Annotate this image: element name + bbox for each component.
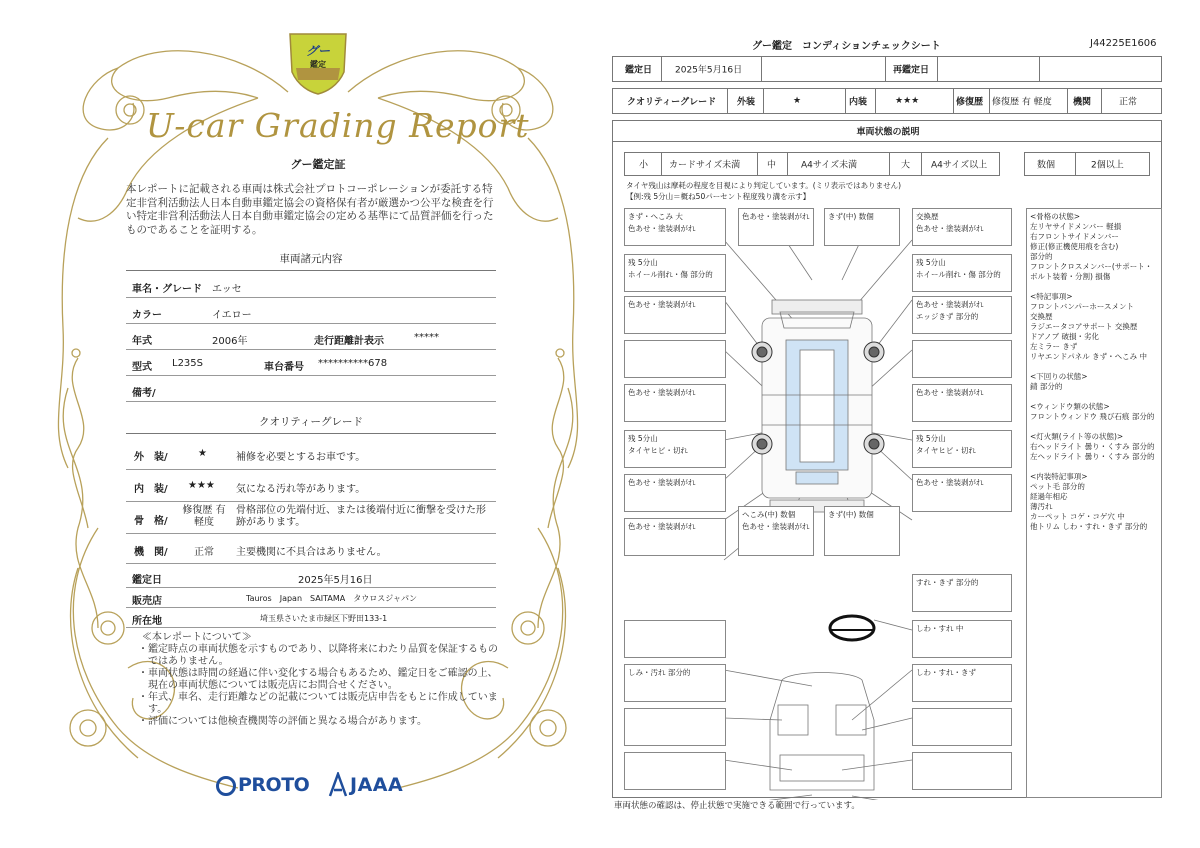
spec-label: カラー <box>132 310 162 321</box>
sheet-title: グー鑑定 コンディションチェックシート <box>752 41 941 52</box>
damage-note-rear-bumper: へこみ(中) 数個 色あせ・塗装剥がれ <box>738 506 814 556</box>
damage-note-left-rear-door: 色あせ・塗装剥がれ <box>624 384 726 422</box>
grade-value: ★ <box>198 448 207 459</box>
damage-note-front-bumper: 色あせ・塗装剥がれ <box>738 208 814 246</box>
badge-text-top: グー <box>305 44 330 58</box>
engine-value: 正常 <box>1119 97 1138 108</box>
dealer-name: Tauros Japan SAITAMA タウロスジャパン <box>246 594 418 603</box>
size-small: 小 <box>639 160 649 171</box>
damage-note-right-door <box>912 340 1012 378</box>
spec-label: 年式 <box>132 336 152 347</box>
grade-desc: 骨格部位の先端付近、または後端付近に衝撃を受けた形跡があります。 <box>236 505 486 528</box>
damage-note-right-fender: 色あせ・塗装剥がれ エッジきず 部分的 <box>912 296 1012 334</box>
interior-note-driver-seat: しわ・すれ 中 <box>912 620 1012 658</box>
spec-row-color <box>126 298 496 324</box>
date-row <box>612 56 1162 82</box>
grade-row-frame <box>126 502 496 534</box>
damage-note-left-fender: 色あせ・塗装剥がれ <box>624 296 726 334</box>
spec-label: 車台番号 <box>264 362 304 373</box>
certificate-heading: グー鑑定証 <box>290 158 346 171</box>
repair-value: 修復歴 有 軽度 <box>992 97 1052 108</box>
grade-label: 骨 格/ <box>134 516 168 527</box>
interior-note-cargo <box>912 752 1012 790</box>
note-item: ・車両状態は時間の経過に伴い変化する場合もあるため、鑑定日をご確認の上、現在の車両状態については販売店にお問合せください。 <box>138 668 498 691</box>
exterior-label: 外装 <box>737 97 756 108</box>
damage-note-bonnet: きず(中) 数個 <box>824 208 900 246</box>
condition-title-bar <box>612 120 1162 142</box>
damage-note-right-rear-door: 色あせ・塗装剥がれ <box>912 384 1012 422</box>
damage-note-front-left: きず・へこみ 大 色あせ・塗装剥がれ <box>624 208 726 246</box>
damage-note-right-quarter: 色あせ・塗装剥がれ <box>912 474 1012 512</box>
spec-label: 型式 <box>132 362 152 373</box>
damage-note-left-door <box>624 340 726 378</box>
size-small-desc: カードサイズ未満 <box>669 160 741 171</box>
appraisal-date: 2025年5月16日 <box>298 575 373 586</box>
badge-text-bottom: 鑑定 <box>310 60 326 69</box>
address-row <box>126 608 496 628</box>
proto-logo: PROTO <box>238 774 310 796</box>
interior-note-left-rear <box>624 708 726 746</box>
count-desc: 2個以上 <box>1091 160 1124 171</box>
note-item: ・鑑定時点の車両状態を示すものであり、以降将来にわたり品質を保証するものではありません。 <box>138 644 498 667</box>
grade-row <box>612 88 1162 114</box>
condition-title: 車両状態の説明 <box>856 127 920 138</box>
tire-note-rear-right: 残 5分山 タイヤヒビ・切れ <box>912 430 1012 468</box>
interior-value: ★★★ <box>895 96 920 106</box>
spec-value: L235S <box>172 358 204 369</box>
spec-label: 車名・グレード <box>132 284 202 295</box>
spec-value: エッセ <box>212 284 242 295</box>
address: 埼玉県さいたま市緑区下野田133-1 <box>260 614 388 623</box>
date-value: 2025年5月16日 <box>675 65 743 76</box>
interior-note-steering: すれ・きず 部分的 <box>912 574 1012 612</box>
spec-label: 走行距離計表示 <box>314 336 384 347</box>
sheet-code: J44225E1606 <box>1090 38 1157 49</box>
jaaa-logo-icon <box>328 772 348 798</box>
damage-note-front-right: 交換歴 色あせ・塗装剥がれ <box>912 208 1012 246</box>
grade-desc: 主要機関に不具合はありません。 <box>236 547 387 558</box>
size-large-desc: A4サイズ以上 <box>931 160 988 171</box>
spec-row-name <box>126 272 496 298</box>
spec-value: イエロー <box>212 310 252 321</box>
note-item: ・評価については他検査機関等の評価と異なる場合があります。 <box>138 716 427 727</box>
jaaa-logo: JAAA <box>350 774 404 796</box>
spec-value: 2006年 <box>212 336 248 347</box>
engine-label: 機関 <box>1073 97 1092 108</box>
grade-label: 外 装/ <box>134 452 168 463</box>
grade-row-interior <box>126 470 496 502</box>
damage-note-left-quarter: 色あせ・塗装剥がれ <box>624 474 726 512</box>
interior-note-passenger-seat: しみ・汚れ 部分的 <box>624 664 726 702</box>
tire-note-rear-left: 残 5分山 タイヤヒビ・切れ <box>624 430 726 468</box>
size-mid-desc: A4サイズ未満 <box>801 160 858 171</box>
address-label: 所在地 <box>132 616 162 627</box>
damage-note-rear-left: 色あせ・塗装剥がれ <box>624 518 726 556</box>
steering-wheel-icon <box>830 616 874 640</box>
quality-title: クオリティーグレード <box>126 414 496 434</box>
repair-label: 修復歴 <box>956 97 984 108</box>
condition-check-sheet <box>612 34 1164 811</box>
grading-certificate <box>38 28 598 828</box>
exterior-value: ★ <box>793 96 802 106</box>
grade-row-exterior <box>126 438 496 470</box>
report-notes <box>138 632 498 728</box>
notes-title: ≪本レポートについて≫ <box>142 632 252 643</box>
spec-value: ***** <box>414 332 439 343</box>
tire-note-front-left: 残 5分山 ホイール削れ・傷 部分的 <box>624 254 726 292</box>
certificate-intro: 本レポートに記載される車両は株式会社プロトコーポレーションが委託する特定非営利活動法人日本自動車鑑定協会の資格保有者が厳選かつ公平な検査を行い特定非営利活動法人日本自動車鑑定協会の定める基準にて品質評価を行ったものであることを証明する。 <box>126 183 494 236</box>
count-label: 数個 <box>1037 160 1056 171</box>
interior-note-right-rear <box>912 708 1012 746</box>
grade-desc: 補修を必要とするお車です。 <box>236 452 366 463</box>
dealer-label: 販売店 <box>132 596 162 607</box>
size-legend <box>624 152 1000 176</box>
condition-legend: <骨格の状態> 左リヤサイドメンバー 軽損 右フロントサイドメンバー 修正(修正機使用痕を含む) 部分的 フロントクロスメンバー(サポート・ボルト装着・分割) 損傷 <特記事項> フロントバンパーホースメント 交換歴 ラジエータコアサポート 交換歴 ドアノブ 破損・劣化 左ミラー きず リヤエンドパネル きず・へこみ 中 <下回りの状態> 錆 部分的 <ウィンドウ類の状態> フロントウィンドウ 飛び石痕 部分的 <灯火類(ライト等の状態)> 右ヘッドライト 曇り・くすみ 部分的 左ヘッドライト 曇り・くすみ 部分的 <内装特記事項> ペット毛 部分的 経過年相応 薄汚れ カーペット コゲ・コゲ穴 中 他トリム しわ・すれ・きず 部分的 <box>1026 208 1162 798</box>
spec-label: 備考/ <box>132 388 156 399</box>
grade-desc: 気になる汚れ等があります。 <box>236 484 366 495</box>
count-legend <box>1024 152 1150 176</box>
script-title: U-car Grading Report <box>146 106 530 145</box>
interior-note-rear-seat <box>624 752 726 790</box>
specs-title: 車両諸元内容 <box>126 251 496 271</box>
grade-value: 正常 <box>194 547 214 558</box>
dealer-row <box>126 588 496 608</box>
note-item: ・年式、車名、走行距離などの記載については販売店申告をもとに作成しています。 <box>138 692 498 715</box>
reappraisal-label: 再鑑定日 <box>893 65 930 76</box>
spec-value: **********678 <box>318 358 388 369</box>
grade-row-engine <box>126 534 496 564</box>
date-label: 鑑定日 <box>625 65 653 76</box>
grade-label: 内 装/ <box>134 484 168 495</box>
spec-row-remarks <box>126 376 496 402</box>
grade-value: 修復歴 有 軽度 <box>182 505 226 528</box>
size-mid: 中 <box>767 160 777 171</box>
grade-label: 機 関/ <box>134 547 168 558</box>
sheet-footer: 車両状態の確認は、停止状態で実施できる範囲で行っています。 <box>614 801 860 811</box>
tire-note: タイヤ残山は摩耗の程度を目視により判定しています。(ミリ表示ではありません) <box>626 181 902 190</box>
tire-note-front-right: 残 5分山 ホイール削れ・傷 部分的 <box>912 254 1012 292</box>
interior-label: 内装 <box>849 97 868 108</box>
spec-row-model <box>126 350 496 376</box>
damage-note-rear-gate: きず(中) 数個 <box>824 506 900 556</box>
proto-logo-icon <box>216 776 236 796</box>
grade-label: クオリティーグレード <box>627 97 717 108</box>
appraisal-date-row <box>126 566 496 588</box>
grade-value: ★★★ <box>188 480 215 491</box>
appraisal-date-label: 鑑定日 <box>132 575 162 586</box>
interior-note-dash <box>624 620 726 658</box>
tire-example: 【例:残 5分山＝概ね50パーセント程度残り溝を示す】 <box>626 192 811 201</box>
interior-note-front-trim: しわ・すれ・きず <box>912 664 1012 702</box>
size-large: 大 <box>901 160 911 171</box>
spec-row-year <box>126 324 496 350</box>
